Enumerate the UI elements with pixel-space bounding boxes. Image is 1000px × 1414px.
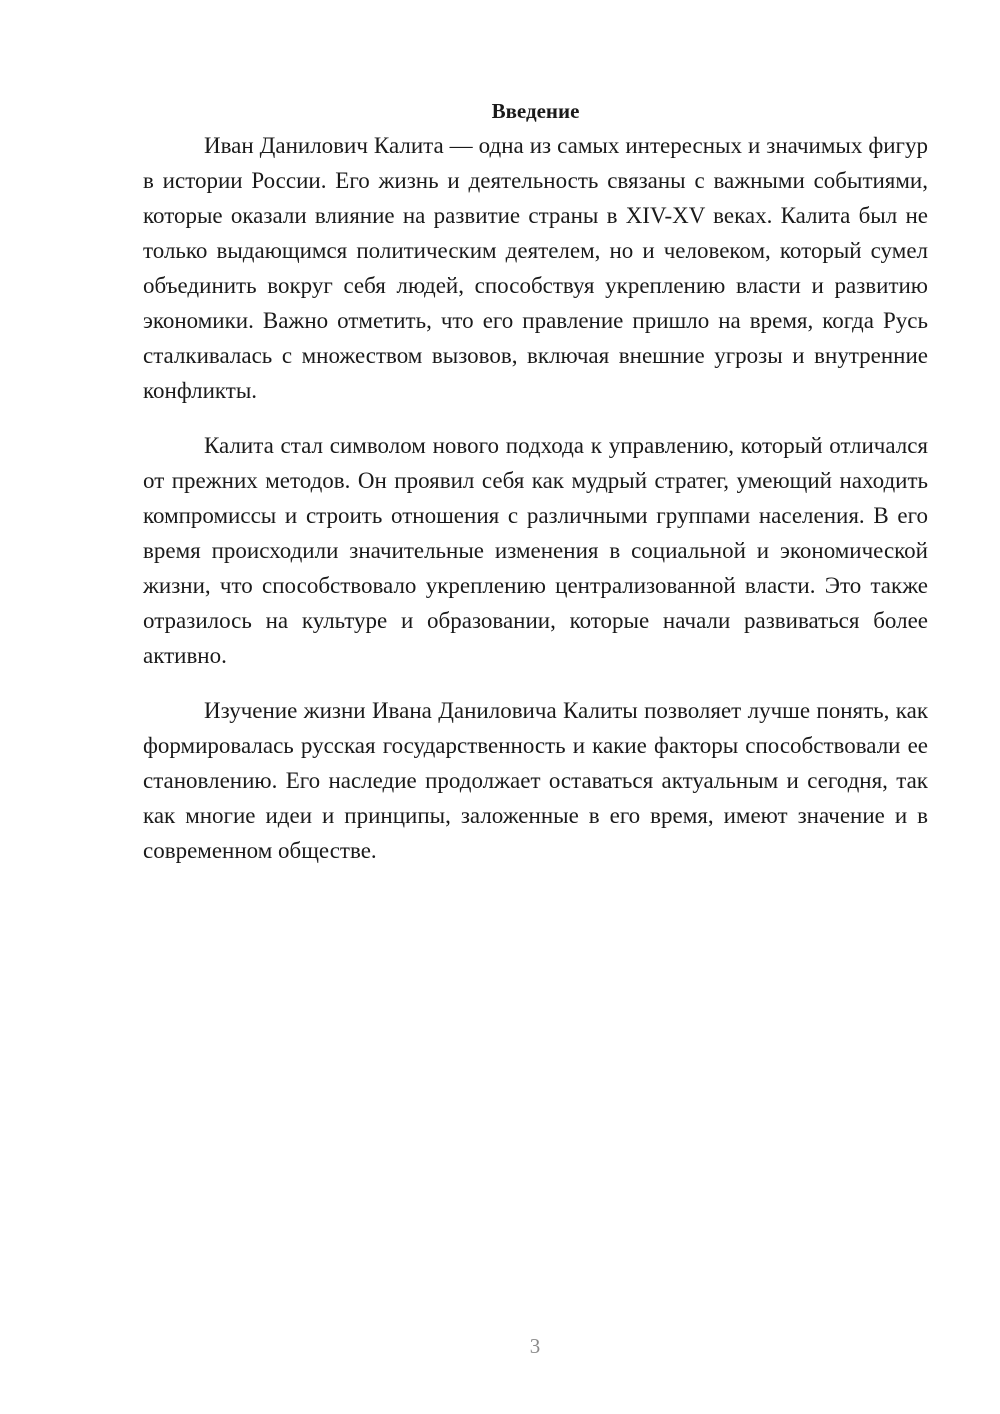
paragraph-2: Калита стал символом нового подхода к управлению, который отличался от прежних методов. Он проявил себя как мудрый стратег, умеющий находить компромиссы и строить отношения с различными группами населения. В его время происходили значительные изменения в социальной и экономической жизни, что способствовало укреплению централизованной власти. Это также отразилось на культуре и образовании, которые начали развиваться более активно. <box>143 433 928 668</box>
page-content <box>143 94 928 868</box>
paragraph-1: Иван Данилович Калита — одна из самых интересных и значимых фигур в истории России. Его жизнь и деятельность связаны с важными событиями, которые оказали влияние на развитие страны в XIV-XV веках. Калита был не только выдающимся политическим деятелем, но и человеком, который сумел объединить вокруг себя людей, способствуя укреплению власти и развитию экономики. Важно отметить, что его правление пришло на время, когда Русь сталкивалась с множеством вызовов, включая внешние угрозы и внутренние конфликты. <box>143 133 928 403</box>
page-number: 3 <box>529 1334 541 1358</box>
section-heading: Введение <box>491 99 580 123</box>
paragraph-3: Изучение жизни Ивана Даниловича Калиты позволяет лучше понять, как формировалась русская государственность и какие факторы способствовали ее становлению. Его наследие продолжает оставаться актуальным и сегодня, так как многие идеи и принципы, заложенные в его время, имеют значение и в современном обществе. <box>143 698 928 863</box>
